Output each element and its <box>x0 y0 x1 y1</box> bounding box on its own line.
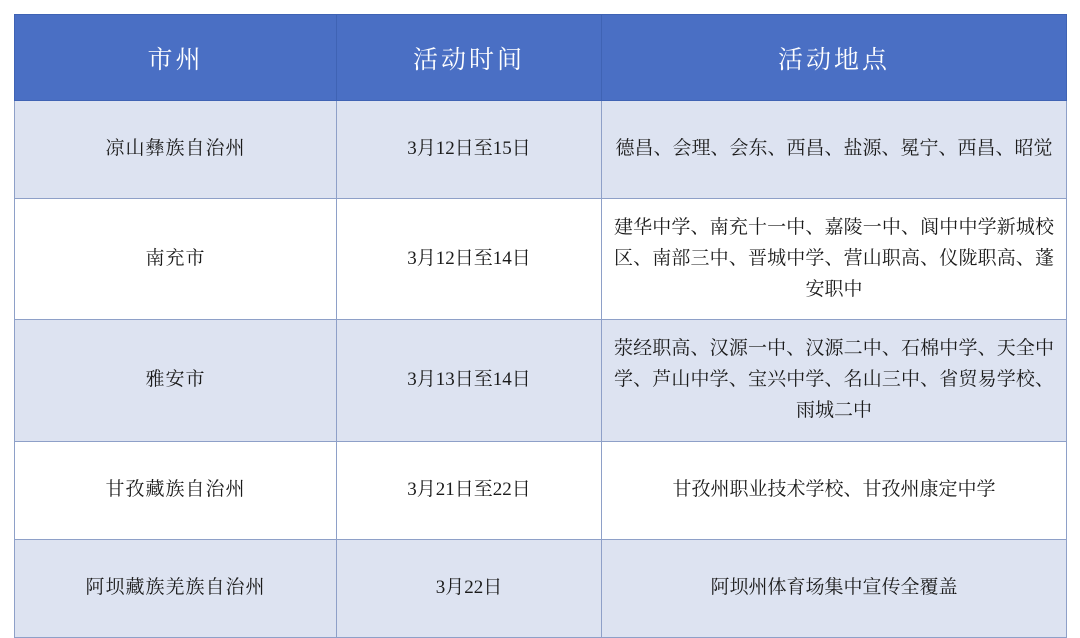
cell-region: 阿坝藏族羌族自治州 <box>15 539 337 637</box>
cell-place: 荥经职高、汉源一中、汉源二中、石棉中学、天全中学、芦山中学、宝兴中学、名山三中、省贸易学校、雨城二中 <box>602 320 1067 441</box>
cell-time: 3月21日至22日 <box>337 441 602 539</box>
table-body <box>15 101 1067 638</box>
cell-region: 南充市 <box>15 199 337 320</box>
column-header-time: 活动时间 <box>337 15 602 101</box>
cell-time: 3月12日至15日 <box>337 101 602 199</box>
cell-time: 3月13日至14日 <box>337 320 602 441</box>
cell-region: 甘孜藏族自治州 <box>15 441 337 539</box>
cell-place: 甘孜州职业技术学校、甘孜州康定中学 <box>602 441 1067 539</box>
table-header <box>15 15 1067 101</box>
activity-schedule-table <box>14 14 1067 638</box>
column-header-place: 活动地点 <box>602 15 1067 101</box>
table-header-row <box>15 15 1067 101</box>
table-row <box>15 101 1067 199</box>
cell-time: 3月22日 <box>337 539 602 637</box>
cell-place: 阿坝州体育场集中宣传全覆盖 <box>602 539 1067 637</box>
cell-region: 雅安市 <box>15 320 337 441</box>
cell-time: 3月12日至14日 <box>337 199 602 320</box>
cell-place: 建华中学、南充十一中、嘉陵一中、阆中中学新城校区、南部三中、晋城中学、营山职高、仪陇职高、蓬安职中 <box>602 199 1067 320</box>
cell-region: 凉山彝族自治州 <box>15 101 337 199</box>
cell-place: 德昌、会理、会东、西昌、盐源、冕宁、西昌、昭觉 <box>602 101 1067 199</box>
table-row <box>15 539 1067 637</box>
table-row <box>15 199 1067 320</box>
column-header-region: 市州 <box>15 15 337 101</box>
table-row <box>15 320 1067 441</box>
table-row <box>15 441 1067 539</box>
